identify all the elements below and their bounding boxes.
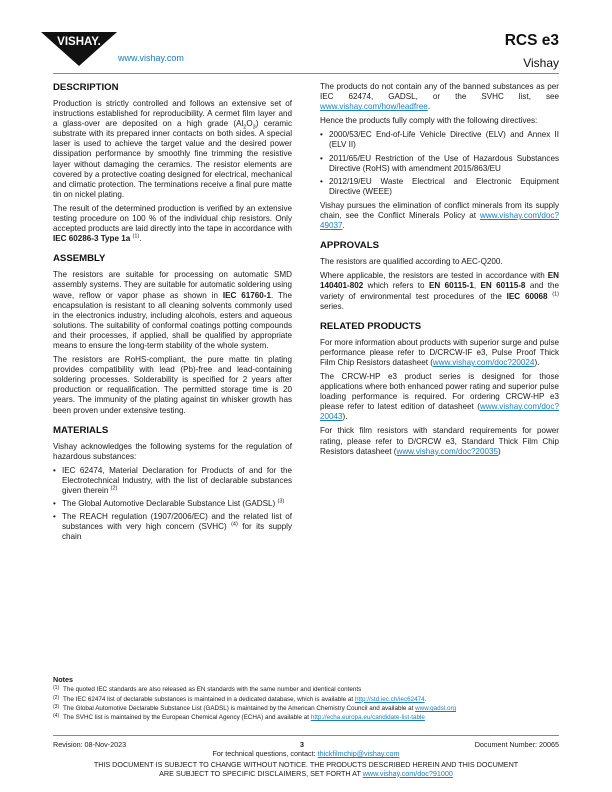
directive-item: • 2000/53/EC End-of-Life Vehicle Directive (ELV) and Annex II (ELV II) xyxy=(320,130,559,150)
disclaimer xyxy=(0,761,612,778)
compliance-paragraph-2: Hence the products fully comply with the following directives: xyxy=(320,116,538,126)
note-item: (2) The IEC 62474 list of declarable substances is maintained in a dedicated database, which is available at http://std.iec.ch/iec62474. xyxy=(53,694,427,703)
description-section xyxy=(53,82,292,244)
conflict-minerals-link[interactable]: www.vishay.com/doc?49037 xyxy=(320,211,559,231)
assembly-paragraph-2: The resistors are RoHS-compliant, the pure matte tin plating provides compatibility with lead (Pb)-free and lead-containing soldering processes. Solderability is specified for 2 years after production or requalification. The permitted storage time is 20 years. The immunity of the plating against tin whisker growth has been proven under extensive testing. xyxy=(53,355,292,415)
right-column xyxy=(320,82,559,466)
notes-title: Notes xyxy=(53,675,73,684)
related-products-section xyxy=(320,321,559,457)
website-link[interactable]: www.vishay.com xyxy=(118,53,184,63)
document-number: Document Number: 20065 xyxy=(474,740,559,749)
datasheet-link-20043[interactable]: www.vishay.com/doc?20043 xyxy=(320,402,559,422)
related-paragraph-2: The CRCW-HP e3 product series is designed for those applications where both enhanced power rating and superior pulse loading performance is required. For ordering CRCW-HP e3 please refer to latest edition of datasheet (www.vishay.com/doc?20043). xyxy=(320,371,559,422)
disclaimer-line-1: THIS DOCUMENT IS SUBJECT TO CHANGE WITHOUT NOTICE. THE PRODUCTS DESCRIBED HEREIN AND THIS DOCUMENT xyxy=(93,760,519,769)
materials-heading: MATERIALS xyxy=(53,424,109,436)
directive-item: • 2012/19/EU Waste Electrical and Electronic Equipment Directive (WEEE) xyxy=(320,177,559,197)
gadsl-link[interactable]: www.gadsl.org xyxy=(415,704,457,712)
materials-intro: Vishay acknowledges the following systems for the regulation of hazardous substances: xyxy=(53,441,292,461)
approvals-paragraph-2: Where applicable, the resistors are tested in accordance with EN 140401-802 which refers to EN 60115-1, EN 60115-8 and the variety of environmental test procedures of the IEC 60068 $^{(1)}$ series. xyxy=(320,271,559,311)
materials-section xyxy=(53,425,292,543)
related-paragraph-1: For more information about products with superior surge and pulse performance please refer to D/CRCW-IF e3, Pulse Proof Thick Film Chip Resistors datasheet (www.vishay.com/doc?20024). xyxy=(320,337,559,367)
materials-list-item: • The Global Automotive Declarable Substance List (GADSL) $^{(3)}$ xyxy=(53,499,292,509)
directive-item: • 2011/65/EU Restriction of the Use of Hazardous Substances Directive (RoHS) with amendment 2015/863/EU xyxy=(320,154,559,174)
approvals-section xyxy=(320,240,559,311)
assembly-heading: ASSEMBLY xyxy=(53,253,106,265)
materials-list xyxy=(53,466,292,543)
conflict-minerals-paragraph: Vishay pursues the elimination of conflict minerals from its supply chain, see the Conflict Minerals Policy at www.vishay.com/doc?49037. xyxy=(320,200,559,231)
related-paragraph-3: For thick film resistors with standard requirements for power rating, please refer to D/CRCW e3, Standard Thick Film Chip Resistors datasheet (www.vishay.com/doc?20035) xyxy=(320,426,559,456)
footer-divider xyxy=(53,735,559,736)
revision-date: Revision: 08-Nov-2023 xyxy=(53,740,127,749)
approvals-paragraph-1: The resistors are qualified according to AEC-Q200. xyxy=(320,257,503,267)
materials-list-item: • The REACH regulation (1907/2006/EC) and the related list of substances with very high concern (SVHC) $^{(4)}$ for its supply chain xyxy=(53,512,292,542)
echa-link[interactable]: http://echa.europa.eu/candidate-list-table xyxy=(310,714,425,722)
compliance-section xyxy=(320,82,559,231)
page-number: 3 xyxy=(300,740,304,749)
header-divider xyxy=(53,73,559,74)
description-paragraph-2: The result of the determined production is verified by an extensive testing procedure on 100 % of the individual chip resistors. Only accepted products are laid directly into the tape in accordance with IEC 60286-3 Type 1a $^{(1)}$. xyxy=(53,203,292,244)
note-item: (1) The quoted IEC standards are also released as EN standards with the same number and identical contents xyxy=(53,685,362,694)
brand-name: Vishay xyxy=(523,56,559,70)
assembly-section xyxy=(53,253,292,415)
compliance-paragraph-1: The products do not contain any of the banned substances as per IEC 62474, GADSL, or the SVHC list, see www.vishay.com/how/leadfree. xyxy=(320,82,559,112)
note-item: (3) The Global Automotive Declarable Substance List (GADSL) is maintained by the American Chemistry Council and available at www.gadsl.org xyxy=(53,703,457,712)
iec62474-link[interactable]: http://std.iec.ch/iec62474 xyxy=(354,695,425,703)
description-heading: DESCRIPTION xyxy=(53,82,119,93)
document-title: RCS e3 xyxy=(504,32,559,49)
note-item: (4) The SVHC list is maintained by the European Chemical Agency (ECHA) and available at http://echa.europa.eu/candidate-list-table xyxy=(53,713,425,722)
materials-list-item: • IEC 62474, Material Declaration for Products of and for the Electrotechnical Industry, with the list of declarable substances given therein $^{(2)}$ xyxy=(53,466,292,496)
leadfree-link[interactable]: www.vishay.com/how/leadfree xyxy=(320,102,428,112)
directives-list xyxy=(320,130,559,197)
vishay-logo[interactable] xyxy=(41,32,117,66)
disclaimer-line-2: ARE SUBJECT TO SPECIFIC DISCLAIMERS, SET FORTH AT www.vishay.com/doc?91000 xyxy=(159,768,453,778)
assembly-paragraph-1: The resistors are suitable for processing on automatic SMD assembly systems. They are suitable for automatic soldering using wave, reflow or vapor phase as shown in IEC 61760-1. The encapsulation is resistant to all cleaning solvents commonly used in the electronics industry, including alcohols, esters and aqueous solutions. The suitability of conformal coatings potting compounds and their processes, if applied, shall be qualified by appropriate means to ensure the long-term stability of the whole system. xyxy=(53,270,292,350)
contact-email-link[interactable]: thickfilmchip@vishay.com xyxy=(317,749,400,758)
contact-line: For technical questions, contact: thickfilmchip@vishay.com xyxy=(212,749,400,758)
related-products-heading: RELATED PRODUCTS xyxy=(320,320,422,332)
description-paragraph-1: Production is strictly controlled and follows an extensive set of instructions established for reproducibility. A cermet film layer and a glass-over are deposited on a high grade $(Al_2O_3)$ ceramic substrate with its prepared inner contacts on both sides. A special laser is used to achieve the target value and the desired power dissipation performance by smoothly fine trimming the resistive layer without damaging the ceramics. The resistor elements are covered by a protective coating designed for electrical, mechanical and climatic protection. The terminations receive a final pure matte tin on nickel plating. xyxy=(53,99,292,199)
approvals-heading: APPROVALS xyxy=(320,240,379,252)
datasheet-link-20024[interactable]: www.vishay.com/doc?20024 xyxy=(432,357,535,367)
disclaimer-link[interactable]: www.vishay.com/doc?91000 xyxy=(362,768,453,778)
datasheet-link-20035[interactable]: www.vishay.com/doc?20035 xyxy=(396,446,499,456)
left-column xyxy=(53,82,292,551)
notes-section xyxy=(53,675,559,722)
vishay-logo-text: VISHAY. xyxy=(57,36,101,48)
